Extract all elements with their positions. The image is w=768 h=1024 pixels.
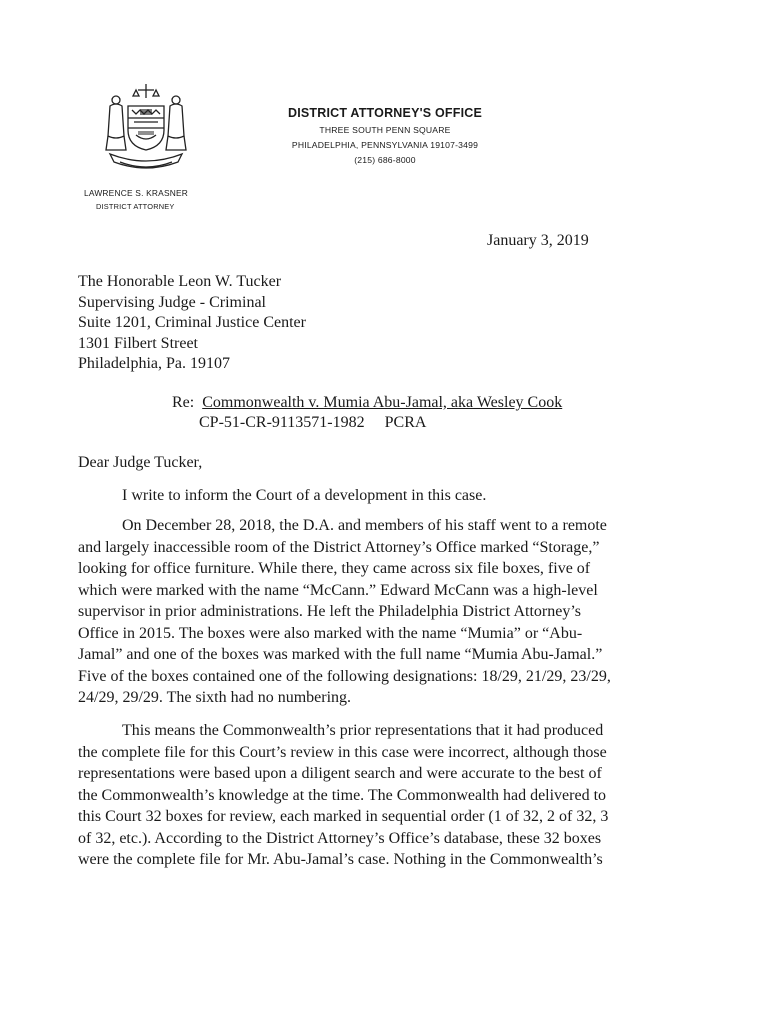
paragraph-line: which were marked with the name “McCann.” Edward McCann was a high-level (78, 581, 598, 599)
paragraph-line: and largely inaccessible room of the District Attorney’s Office marked “Storage,” (78, 538, 600, 556)
recipient-line: Supervising Judge - Criminal (78, 293, 266, 311)
paragraph-line: On December 28, 2018, the D.A. and members of his staff went to a remote (122, 517, 607, 534)
paragraph-line: looking for office furniture. While there, they came across six file boxes, five of (78, 560, 591, 577)
paragraph-line: supervisor in prior administrations. He left the Philadelphia District Attorney’s (78, 603, 582, 620)
paragraph-line: the Commonwealth’s knowledge at the time. The Commonwealth had delivered to (78, 786, 607, 804)
office-phone: (215) 686-8000 (354, 155, 416, 165)
office-address-line2: PHILADELPHIA, PENNSYLVANIA 19107-3499 (291, 140, 479, 150)
recipient-line: Suite 1201, Criminal Justice Center (78, 314, 306, 331)
district-attorney-title: DISTRICT ATTORNEY (96, 202, 175, 211)
recipient-address (78, 272, 306, 375)
letter-date: January 3, 2019 (487, 232, 589, 249)
paragraph-line: Five of the boxes contained one of the following designations: 18/29, 21/29, 23/29, (78, 667, 611, 685)
paragraph-line: were the complete file for Mr. Abu-Jamal’s case. Nothing in the Commonwealth’s (78, 851, 603, 868)
body-paragraph-2 (78, 515, 678, 709)
subject-label: Re: (172, 394, 195, 411)
recipient-line: Philadelphia, Pa. 19107 (78, 355, 230, 372)
paragraph-line: 24/29, 29/29. The sixth had no numbering. (78, 689, 352, 706)
case-caption: Commonwealth v. Mumia Abu-Jamal, aka Wesley Cook (202, 394, 563, 411)
subject-line (172, 393, 562, 413)
paragraph-line: Office in 2015. The boxes were also marked with the name “Mumia” or “Abu- (78, 624, 583, 642)
office-name: DISTRICT ATTORNEY'S OFFICE (287, 106, 483, 120)
body-paragraph-1 (78, 485, 678, 507)
paragraph-line: This means the Commonwealth’s prior representations that it had produced (122, 722, 604, 739)
paragraph-line: representations were based upon a diligent search and were accurate to the best of (78, 765, 602, 782)
office-address-line1: THREE SOUTH PENN SQUARE (319, 125, 451, 135)
district-attorney-name: LAWRENCE S. KRASNER (84, 188, 189, 198)
paragraph-line: this Court 32 boxes for review, each marked in sequential order (1 of 32, 2 of 32, 3 (78, 808, 609, 825)
recipient-line: 1301 Filbert Street (78, 334, 198, 352)
city-seal-icon (96, 80, 196, 172)
body-paragraph-3 (78, 720, 678, 871)
subject-reference (172, 393, 562, 433)
paragraph-line: of 32, etc.). According to the District Attorney’s Office’s database, these 32 boxes (78, 829, 602, 847)
salutation: Dear Judge Tucker, (78, 454, 203, 471)
paragraph-line: Jamal” and one of the boxes was marked with the full name “Mumia Abu-Jamal.” (78, 646, 603, 663)
paragraph-line: I write to inform the Court of a development in this case. (122, 487, 487, 504)
docket-number: CP-51-CR-9113571-1982 PCRA (199, 414, 427, 431)
recipient-line: The Honorable Leon W. Tucker (78, 273, 282, 290)
paragraph-line: the complete file for this Court’s review in this case were incorrect, although those (78, 743, 607, 761)
